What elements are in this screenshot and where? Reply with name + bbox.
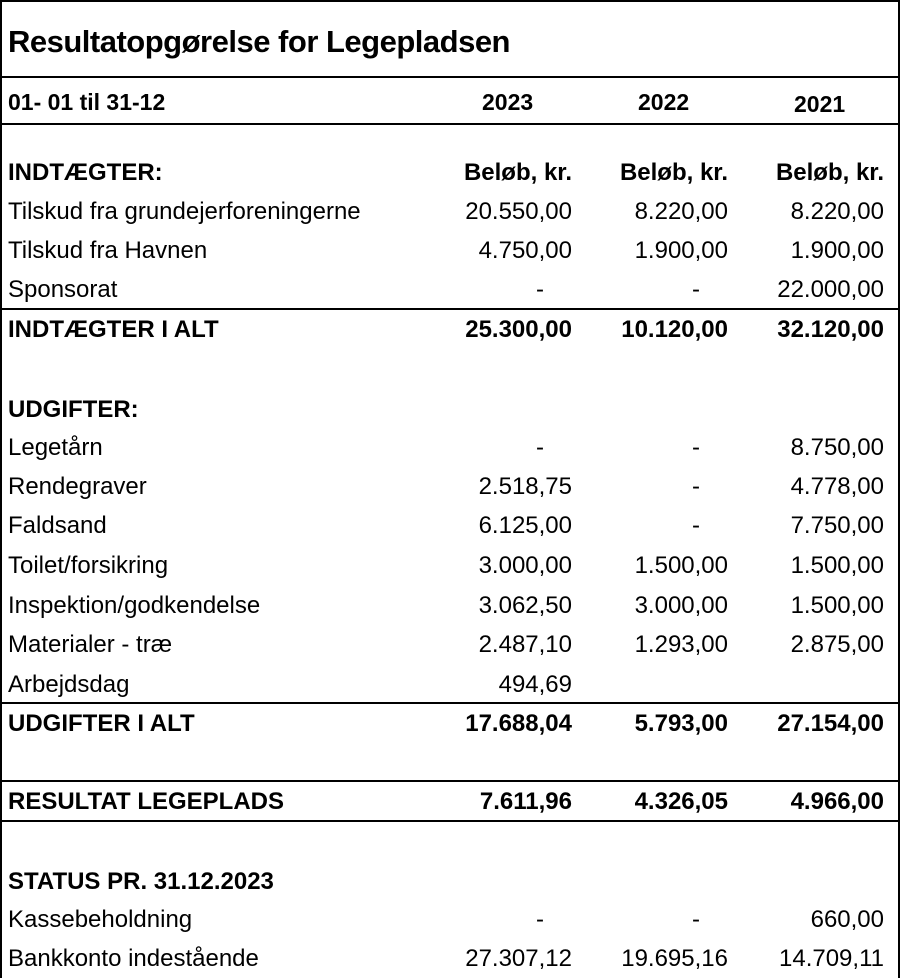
value-2022: 1.293,00 <box>634 631 728 658</box>
value-2023: 2.518,75 <box>478 473 572 500</box>
year-2021: 2021 <box>794 91 846 117</box>
value-2021: 660,00 <box>810 906 884 933</box>
status-heading: STATUS PR. 31.12.2023 <box>8 868 274 895</box>
value-2022: - <box>692 276 700 303</box>
value-2021: 1.500,00 <box>790 592 884 619</box>
value-2022: - <box>692 434 700 461</box>
table-row <box>2 546 898 585</box>
expenses-heading-row <box>2 390 898 429</box>
value-2022: - <box>692 512 700 539</box>
value-2022: 3.000,00 <box>634 592 728 619</box>
value-2022: 1.500,00 <box>634 552 728 579</box>
table-row <box>2 467 898 506</box>
status-heading-row <box>2 862 898 901</box>
divider <box>2 123 898 125</box>
row-label: Faldsand <box>8 512 107 539</box>
year-2022: 2022 <box>638 89 690 115</box>
value-2023: 4.750,00 <box>478 237 572 264</box>
result-row <box>2 782 898 821</box>
expenses-heading: UDGIFTER: <box>8 396 139 423</box>
row-label: Rendegraver <box>8 473 147 500</box>
expenses-total-2023: 17.688,04 <box>465 710 572 737</box>
row-label: Materialer - træ <box>8 631 173 658</box>
table-row <box>2 428 898 467</box>
value-2023: 27.307,12 <box>465 945 572 972</box>
row-label: Inspektion/godkendelse <box>8 592 261 619</box>
row-label: Arbejdsdag <box>8 671 130 698</box>
value-2022: - <box>692 473 700 500</box>
income-total-2022: 10.120,00 <box>621 316 728 343</box>
amount-header-2021: Beløb, kr. <box>775 159 884 186</box>
result-2022: 4.326,05 <box>634 788 728 815</box>
value-2021: 2.875,00 <box>790 631 884 658</box>
value-2023: 6.125,00 <box>478 512 572 539</box>
value-2021: 8.220,00 <box>790 198 884 225</box>
value-2023: 494,69 <box>498 671 572 698</box>
value-2021: 7.750,00 <box>790 512 884 539</box>
row-label: Sponsorat <box>8 276 118 303</box>
row-label: Kassebeholdning <box>8 906 193 933</box>
expenses-total-label: UDGIFTER I ALT <box>8 710 195 737</box>
income-heading-row <box>2 153 898 192</box>
income-total-row <box>2 310 898 349</box>
period-label: 01- 01 til 31-12 <box>8 89 166 115</box>
row-label: Tilskud fra Havnen <box>8 237 208 264</box>
table-row <box>2 586 898 625</box>
amount-header-2023: Beløb, kr. <box>463 159 572 186</box>
result-label: RESULTAT LEGEPLADS <box>8 788 284 815</box>
table-row <box>2 665 898 704</box>
value-2022: - <box>692 906 700 933</box>
row-label: Bankkonto indestående <box>8 945 259 972</box>
expenses-total-2021: 27.154,00 <box>777 710 884 737</box>
year-2023: 2023 <box>482 89 534 115</box>
row-label: Legetårn <box>8 434 103 461</box>
value-2023: 3.062,50 <box>478 592 572 619</box>
divider <box>2 820 898 822</box>
value-2021: 1.900,00 <box>790 237 884 264</box>
table-row <box>2 939 898 978</box>
row-label: Tilskud fra grundejerforeningerne <box>8 198 361 225</box>
period-header-row <box>2 83 898 122</box>
table-row <box>2 625 898 664</box>
table-row <box>2 506 898 545</box>
divider <box>2 76 898 78</box>
value-2023: - <box>536 906 544 933</box>
table-row <box>2 900 898 939</box>
income-heading: INDTÆGTER: <box>8 159 163 186</box>
table-row <box>2 270 898 309</box>
income-total-2021: 32.120,00 <box>777 316 884 343</box>
amount-header-2022: Beløb, kr. <box>619 159 728 186</box>
value-2021: 1.500,00 <box>790 552 884 579</box>
table-row <box>2 192 898 231</box>
value-2021: 22.000,00 <box>777 276 884 303</box>
result-2023: 7.611,96 <box>479 788 572 815</box>
statement-title: Resultatopgørelse for Legepladsen <box>8 24 510 59</box>
value-2023: - <box>536 434 544 461</box>
income-total-label: INDTÆGTER I ALT <box>8 316 219 343</box>
value-2022: 8.220,00 <box>634 198 728 225</box>
row-label: Toilet/forsikring <box>8 552 169 579</box>
table-row <box>2 231 898 270</box>
value-2023: 3.000,00 <box>478 552 572 579</box>
expenses-total-2022: 5.793,00 <box>634 710 728 737</box>
expenses-total-row <box>2 704 898 743</box>
value-2021: 8.750,00 <box>790 434 884 461</box>
income-total-2023: 25.300,00 <box>465 316 572 343</box>
value-2021: 4.778,00 <box>790 473 884 500</box>
result-2021: 4.966,00 <box>790 788 884 815</box>
value-2023: 20.550,00 <box>465 198 572 225</box>
value-2022: 19.695,16 <box>621 945 728 972</box>
value-2022: 1.900,00 <box>634 237 728 264</box>
value-2023: 2.487,10 <box>478 631 572 658</box>
value-2023: - <box>536 276 544 303</box>
value-2021: 14.709,11 <box>779 945 884 972</box>
